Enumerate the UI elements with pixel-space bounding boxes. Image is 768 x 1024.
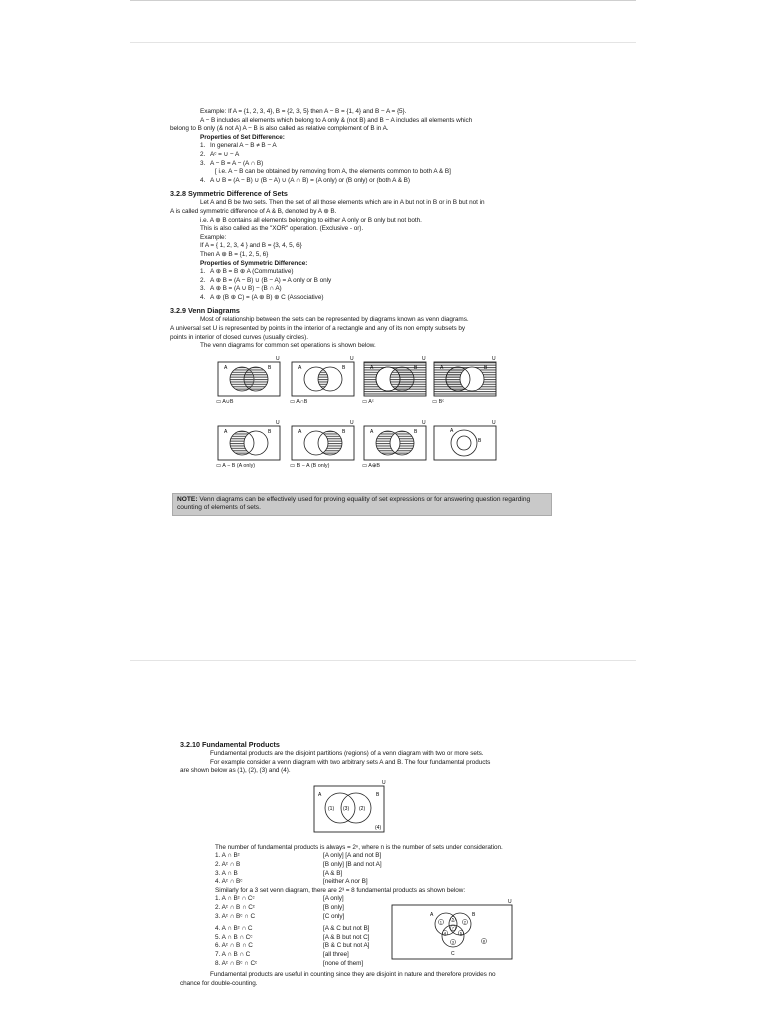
svg-text:(3): (3) — [343, 805, 350, 812]
text-line: The number of fundamental products is always = 2ⁿ, where n is the number of sets under consideration. — [215, 843, 503, 851]
svg-text:B: B — [472, 911, 476, 918]
product-row: 1. A ∩ Bᶜ ∩ Cᶜ [A only] — [215, 895, 344, 903]
svg-text:C: C — [451, 950, 455, 957]
section-heading: 3.2.10 Fundamental Products — [180, 740, 280, 749]
svg-text:U: U — [422, 419, 426, 426]
venn-caption: ▭ A⊕B — [362, 462, 381, 469]
svg-text:B: B — [268, 428, 272, 435]
svg-text:(1): (1) — [328, 805, 335, 812]
svg-text:2: 2 — [463, 919, 467, 925]
text-line: Fundamental products are useful in counting since they are disjoint in nature and therefore provides no — [210, 971, 496, 979]
svg-text:A: A — [224, 428, 228, 435]
svg-text:8: 8 — [482, 938, 486, 944]
svg-text:B: B — [342, 364, 346, 371]
svg-text:U: U — [422, 355, 426, 362]
venn-caption: ▭ A∩B — [290, 398, 308, 405]
venn-caption: ▭ Aᶜ — [362, 398, 374, 405]
text-line: are shown below as (1), (2), (3) and (4). — [180, 767, 291, 775]
three-set-venn-diagram — [390, 897, 515, 961]
svg-text:A: A — [430, 911, 434, 918]
text-line: Most of relationship between the sets can be represented by diagrams known as venn diagrams. — [200, 316, 469, 324]
svg-text:U: U — [350, 419, 354, 426]
svg-text:1: 1 — [439, 919, 443, 925]
list-note: [ i.e. A − B can be obtained by removing from A, the elements common to both A & B] — [215, 168, 451, 176]
text-line: This is also called as the "XOR" operation. (Exclusive - or). — [200, 225, 364, 233]
svg-text:A: A — [370, 428, 374, 435]
three-set-section — [180, 887, 560, 968]
venn-caption: ▭ B − A (B only) — [290, 462, 330, 469]
svg-text:B: B — [414, 364, 418, 371]
example-line: Example: If A = {1, 2, 3, 4}, B = {2, 3, 5} then A − B = {1, 4} and B − A = {5}. — [200, 108, 407, 115]
page-2 — [180, 736, 560, 988]
subheading: Properties of Set Difference: — [200, 133, 285, 141]
svg-text:A: A — [224, 364, 228, 371]
svg-text:U: U — [276, 355, 280, 362]
svg-text:5: 5 — [451, 916, 455, 922]
page-1 — [170, 108, 548, 516]
venn-complement-b — [430, 355, 518, 411]
svg-text:B: B — [484, 364, 488, 371]
example-label: Example: — [200, 233, 227, 241]
list-item: 2. A ⊕ B = (A − B) ∪ (B − A) = A only or B only — [200, 276, 332, 284]
text-line: Similarly for a 3 set venn diagram, there are 2³ = 8 fundamental products as shown below: — [215, 886, 466, 894]
svg-text:(2): (2) — [359, 805, 366, 812]
text-line: i.e. A ⊕ B contains all elements belonging to either A only or B only but not both. — [200, 216, 422, 224]
product-row: 2. Aᶜ ∩ B ∩ Cᶜ [B only] — [215, 903, 344, 911]
product-row: 3. A ∩ B [A & B] — [215, 869, 343, 877]
svg-text:U: U — [508, 898, 512, 905]
page-separator-2 — [130, 660, 636, 661]
venn-caption: ▭ Bᶜ — [432, 398, 445, 405]
svg-text:A: A — [318, 791, 322, 798]
list-item: 4. A ⊕ (B ⊕ C) = (A ⊕ B) ⊕ C (Associative) — [200, 293, 324, 301]
svg-text:B: B — [268, 364, 272, 371]
list-item: 3. A ⊕ B = (A ∪ B) − (B ∩ A) — [200, 285, 282, 293]
section-heading: 3.2.8 Symmetric Difference of Sets — [170, 189, 288, 199]
text-line: A universal set U is represented by points in the interior of a rectangle and any of its non empty subsets by — [170, 325, 466, 333]
svg-text:U: U — [492, 355, 496, 362]
svg-text:B: B — [376, 791, 380, 798]
text-line: Fundamental products are the disjoint partitions (regions) of a venn diagram with two or more sets. — [210, 750, 484, 757]
list-item: 4. A ∪ B = (A − B) ∪ (B − A) ∪ (A ∩ B) = (A only) or (B only) or (both A & B) — [200, 176, 410, 184]
svg-text:U: U — [492, 419, 496, 426]
svg-text:3: 3 — [451, 939, 455, 945]
text-line: Then A ⊕ B = {1, 2, 5, 6} — [200, 250, 269, 258]
text-line: Let A and B be two sets. Then the set of all those elements which are in A but not in B or in B but not in — [200, 199, 485, 207]
text-line: belong to B only (& not A) A − B is also called as relative complement of B in A. — [170, 125, 389, 133]
svg-text:B: B — [478, 437, 482, 444]
svg-text:A: A — [450, 427, 454, 434]
note-box: NOTE: Venn diagrams can be effectively used for proving equality of set expressions or for answering question regarding counting of elements of sets. — [172, 493, 552, 516]
svg-text:6: 6 — [459, 930, 463, 936]
top-border-line — [130, 0, 636, 1]
text-line: If A = { 1, 2, 3, 4 } and B = {3, 4, 5, 6} — [200, 242, 302, 250]
subheading: Properties of Symmetric Difference: — [200, 259, 308, 267]
svg-text:(4): (4) — [375, 824, 382, 831]
svg-text:A: A — [298, 364, 302, 371]
text-line: For example consider a venn diagram with two arbitrary sets A and B. The four fundamental products — [210, 758, 491, 766]
product-row: 4. Aᶜ ∩ Bᶜ [neither A nor B] — [215, 878, 368, 886]
section-heading: 3.2.9 Venn Diagrams — [170, 306, 240, 316]
text-line: points in interior of closed curves (usually circles). — [170, 333, 308, 341]
product-row: 4. A ∩ Bᶜ ∩ C [A & C but not B] — [215, 925, 370, 933]
page-separator — [130, 42, 636, 43]
venn-subset — [430, 419, 518, 475]
product-row: 7. A ∩ B ∩ C [all three] — [215, 950, 349, 958]
svg-text:7: 7 — [451, 925, 455, 931]
text-line: The venn diagrams for common set operations is shown below. — [200, 342, 376, 350]
svg-text:B: B — [414, 428, 418, 435]
svg-text:A: A — [440, 364, 444, 371]
venn-caption: ▭ A − B (A only) — [216, 462, 256, 469]
venn-caption: ▭ A∪B — [216, 398, 234, 405]
product-row: 8. Aᶜ ∩ Bᶜ ∩ Cᶜ [none of them] — [215, 959, 364, 967]
product-row: 2. Aᶜ ∩ B [B only] [B and not A] — [215, 860, 382, 868]
product-row: 6. Aᶜ ∩ B ∩ C [B & C but not A] — [215, 942, 370, 950]
svg-text:A: A — [298, 428, 302, 435]
svg-text:U: U — [350, 355, 354, 362]
svg-text:A: A — [370, 364, 374, 371]
svg-text:U: U — [276, 419, 280, 426]
list-item: 1. In general A − B ≠ B − A — [200, 142, 277, 150]
list-item: 1. A ⊕ B = B ⊕ A (Commutative) — [200, 268, 294, 276]
product-row: 5. A ∩ B ∩ Cᶜ [A & B but not C] — [215, 933, 370, 941]
text-line: A − B includes all elements which belong to A only & (not B) and B − A includes all elements which — [200, 116, 473, 124]
product-row: 1. A ∩ Bᶜ [A only] [A and not B] — [215, 852, 382, 860]
list-item: 2. Aᶜ = ∪ − A — [200, 150, 240, 158]
venn-diagram-grid — [170, 355, 548, 489]
two-set-venn-diagram — [312, 780, 392, 840]
text-line: A is called symmetric difference of A & B, denoted by A ⊕ B. — [170, 207, 337, 215]
text-line: chance for double-counting. — [180, 979, 258, 987]
product-row: 3. Aᶜ ∩ Bᶜ ∩ C [C only] — [215, 912, 345, 920]
svg-text:B: B — [342, 428, 346, 435]
svg-text:4: 4 — [443, 930, 447, 936]
svg-text:U: U — [382, 779, 386, 786]
list-item: 3. A − B = A − (A ∩ B) — [200, 159, 264, 167]
